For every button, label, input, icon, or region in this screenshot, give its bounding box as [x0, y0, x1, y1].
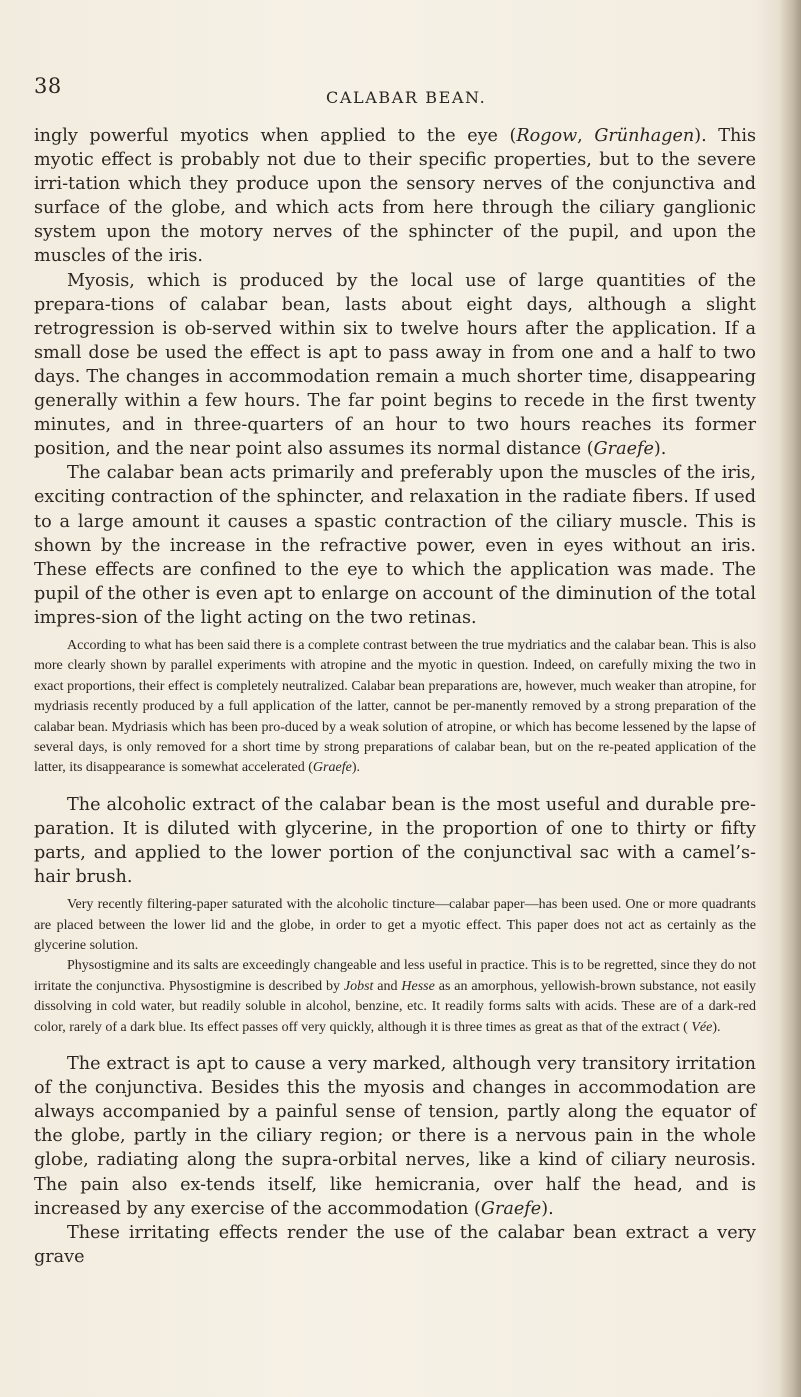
author-citation: Graefe	[312, 760, 352, 776]
author-citation: Rogow	[516, 126, 578, 146]
text-run: ).	[712, 1019, 721, 1035]
text-run: ).	[653, 439, 667, 460]
note-paragraph	[34, 895, 756, 956]
author-citation: Graefe	[480, 1198, 542, 1219]
text-run: The extract is apt to cause a very marked, although very transitory irritation of the conjunctiva. Besides this the myosis and changes in accommodation are always accompanied by a painful sense of tension, partly along the equator of the globe, partly in the ciliary region; or there is a nervous pain in the whole globe, radiating along the supra-orbital nerves, like a kind of ciliary neurosis. The pain also ex-tends itself, like hemicrania, over half the head, and is increased by any exercise of the accommodation (	[34, 1054, 756, 1219]
text-run: Very recently filtering-paper saturated with the alcoholic tincture—calabar paper—has been used. One or more quadrants are placed between the lower lid and the globe, in order to get a myotic effect. This paper does not act as certainly as the glycerine solution.	[34, 897, 756, 953]
body-paragraph	[34, 1221, 756, 1269]
text-run: These irritating effects render the use of the calabar bean extract a very grave	[34, 1222, 756, 1267]
text-run: as an amorphous, yellowish-brown substance, not easily dissolving in cold water, but readily soluble in alcohol, benzine, etc. It readily forms salts with acids. These are of a dark-red color, rarely of a dark blue. Its effect passes off very quickly, although it is three times as great as that of the extract (	[34, 978, 756, 1035]
text-run: According to what has been said there is a complete contrast between the true mydriatics and the calabar bean. This is also more clearly shown by parallel experiments with atropine and the myotic in question. Indeed, on carefully mixing the two in exact proportions, their effect is completely neutralized. Calabar bean preparations are, however, much weaker than atropine, for mydriasis recently produced by a full application of the latter, cannot be per-manently removed by a strong preparation of the calabar bean. Mydriasis which has been pro-duced by a weak solution of atropine, or which has become lessened by the lapse of several days, is only removed for a short time by strong preparations of calabar bean, but on the re-peated application of the latter, its disappearance is somewhat accelerated (	[34, 637, 756, 776]
body-paragraph	[34, 1052, 756, 1221]
text-run: Myosis, which is produced by the local use of large quantities of the prepara-tions of calabar bean, lasts about eight days, although a slight retrogression is ob-served within six to twelve hours after the application. If a small dose be used the effect is apt to pass away in from one and a half to two days. The changes in accommodation remain a much shorter time, disappearing generally within a few hours. The far point begins to recede in the first twenty minutes, and in three-quarters of an hour to two hours reaches its former position, and the near point also assumes its normal distance (	[34, 270, 756, 460]
text-run: ). This myotic effect is probably not due to their specific properties, but to the severe irri-tation which they produce upon the sensory nerves of the conjunctiva and surface of the globe, and which acts from here through the ciliary ganglionic system upon the motory nerves of the sphincter of the pupil, and upon the muscles of the iris.	[34, 126, 756, 267]
text-run: ,	[577, 126, 595, 146]
author-citation: Jobst	[343, 978, 374, 994]
page-edge-shadow	[779, 0, 801, 1397]
body-text	[34, 124, 756, 1269]
author-citation: Hesse	[401, 978, 435, 994]
text-run: The calabar bean acts primarily and preferably upon the muscles of the iris, exciting contraction of the sphincter, and relaxation in the radiate fibers. If used to a large amount it causes a spastic contraction of the ciliary muscle. This is shown by the increase in the refractive power, even in eyes without an iris. These effects are confined to the eye to which the application was made. The pupil of the other is even apt to enlarge on account of the diminution of the total impres-sion of the light acting on the two retinas.	[34, 463, 756, 628]
note-paragraph	[34, 956, 756, 1038]
text-run: The alcoholic extract of the calabar bean is the most useful and durable pre-paration. It is diluted with glycerine, in the proportion of one to thirty or fifty parts, and applied to the lower portion of the conjunctival sac with a camel’s-hair brush.	[34, 794, 756, 888]
body-paragraph	[34, 269, 756, 462]
text-run: Physostigmine and its salts are exceedingly changeable and less useful in practice. This is to be regretted, since they do not irritate the conjunctiva. Physostigmine is described by	[34, 958, 756, 994]
text-run: ).	[351, 760, 360, 776]
body-paragraph	[34, 461, 756, 630]
author-citation: Grünhagen	[594, 126, 695, 146]
running-head: CALABAR BEAN.	[326, 88, 487, 107]
note-paragraph	[34, 636, 756, 779]
body-paragraph	[34, 793, 756, 889]
author-citation: Graefe	[593, 439, 654, 460]
body-paragraph	[34, 124, 756, 269]
author-citation: Vée	[691, 1019, 713, 1035]
text-run: ingly powerful myotics when applied to the eye (	[34, 126, 517, 146]
page-number: 38	[34, 74, 62, 98]
text-run: and	[373, 978, 402, 994]
text-run: ).	[541, 1198, 554, 1219]
